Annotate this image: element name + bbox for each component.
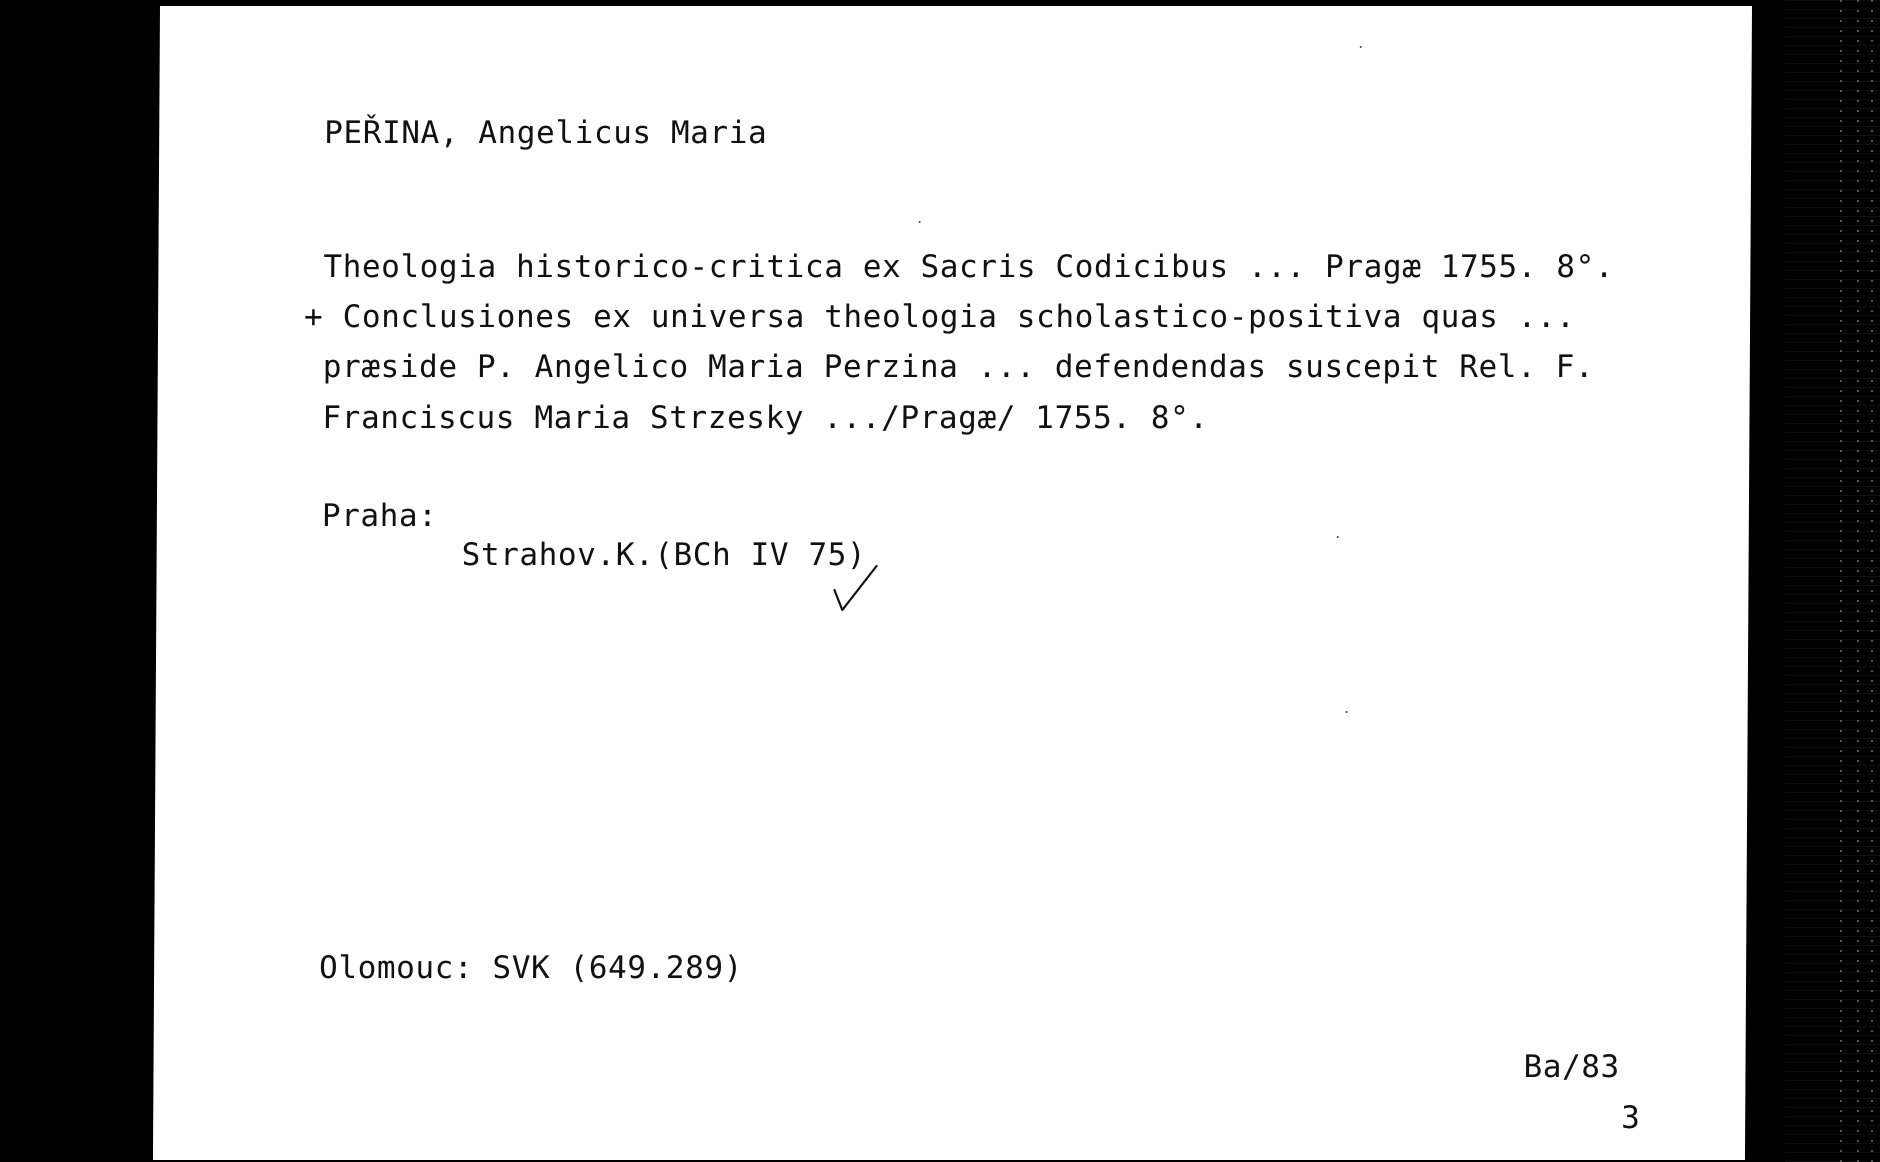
- description-line-1: Theologia historico-critica ex Sacris Codicibus ... Pragæ 1755. 8°.: [323, 249, 1615, 285]
- card-code: Ba/83: [1523, 1049, 1620, 1085]
- dust-speck: [1360, 46, 1362, 48]
- description-line-2: + Conclusiones ex universa theologia scholastico-positiva quas ...: [303, 299, 1576, 335]
- film-edge-noise: [1785, 0, 1880, 1162]
- card-number: 3: [1621, 1100, 1641, 1136]
- description-line-4: Franciscus Maria Strzesky .../Pragæ/ 1755. 8°.: [322, 400, 1209, 436]
- dust-speck: [1337, 536, 1339, 538]
- olomouc-holding: Olomouc: SVK (649.289): [319, 950, 744, 986]
- holdings-location: Strahov.K.(BCh IV 75): [461, 537, 867, 573]
- author-heading: PEŘINA, Angelicus Maria: [324, 115, 768, 151]
- dust-speck: [919, 221, 921, 223]
- checkmark-icon: [832, 564, 892, 614]
- dust-speck: [1346, 711, 1348, 713]
- description-line-3: præside P. Angelico Maria Perzina ... defendendas suscepit Rel. F.: [322, 349, 1595, 385]
- catalog-card: [153, 6, 1752, 1160]
- holdings-label: Praha:: [321, 498, 438, 534]
